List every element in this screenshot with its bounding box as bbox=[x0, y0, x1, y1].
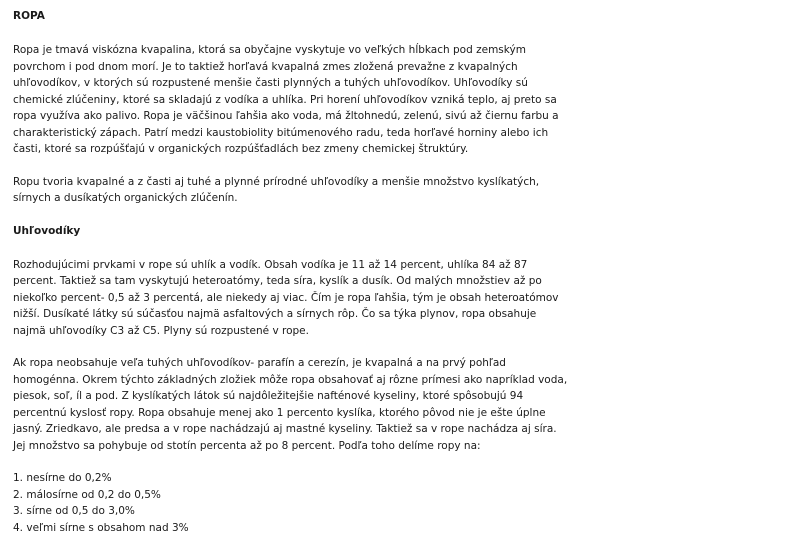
heading-ropa: ROPA bbox=[13, 8, 790, 25]
sulfur-classification-list bbox=[13, 470, 790, 536]
heading-uhlovodiky: Uhľovodíky bbox=[13, 223, 790, 240]
paragraph-uhlovodiky-admixtures: Ak ropa neobsahuje veľa tuhých uhľovodíkov- parafín a cerezín, je kvapalná a na prvý pohľad homogénna. Okrem týchto základných zložiek môže ropa obsahovať aj rôzne prímesi ako napríklad voda, piesok, soľ, íl a pod. Z kyslíkatých látok sú najdôležitejšie nafténové kyseliny, ktoré spôsobujú 94 percentnú kyslosť ropy. Ropa obsahuje menej ako 1 percento kyslíka, ktorého pôvod nie je ešte úplne jasný. Zriedkavo, ale predsa a v rope nachádzajú aj mastné kyseliny. Taktiež sa v rope nachádza aj síra. Jej množstvo sa pohybuje od stotín percenta až po 8 percent. Podľa toho delíme ropy na: bbox=[13, 355, 603, 454]
list-item: 4. veľmi sírne s obsahom nad 3% bbox=[13, 520, 790, 536]
paragraph-ropa-composition: Ropu tvoria kvapalné a z časti aj tuhé a plynné prírodné uhľovodíky a menšie množstvo kyslíkatých, sírnych a dusíkatých organických zlúčenín. bbox=[13, 174, 603, 207]
paragraph-ropa-intro: Ropa je tmavá viskózna kvapalina, ktorá sa obyčajne vyskytuje vo veľkých hĺbkach pod zemským povrchom i pod dnom morí. Je to taktiež horľavá kvapalná zmes zložená prevažne z kvapalných uhľovodíkov, v ktorých sú rozpustené menšie časti plynných a tuhých uhľovodíkov. Uhľovodíky sú chemické zlúčeniny, ktoré sa skladajú z vodíka a uhlíka. Pri horení uhľovodíkov vzniká teplo, aj preto sa ropa využíva ako palivo. Ropa je väčšinou ľahšia ako voda, má žltohnedú, zelenú, sivú až čiernu farbu a charakteristický zápach. Patrí medzi kaustobiolity bitúmenového radu, teda horľavé horniny alebo ich časti, ktoré sa rozpúšťajú v organických rozpúšťadlách bez zmeny chemickej štruktúry. bbox=[13, 42, 603, 158]
list-item: 1. nesírne do 0,2% bbox=[13, 470, 790, 487]
list-item: 3. sírne od 0,5 do 3,0% bbox=[13, 503, 790, 520]
paragraph-uhlovodiky-elements: Rozhodujúcimi prvkami v rope sú uhlík a vodík. Obsah vodíka je 11 až 14 percent, uhlíka 84 až 87 percent. Taktiež sa tam vyskytujú heteroatómy, teda síra, kyslík a dusík. Od malých množstiev až po niekoľko percent- 0,5 až 3 percentá, ale niekedy aj viac. Čím je ropa ľahšia, tým je obsah heteroatómov nižší. Dusíkaté látky sú súčasťou najmä asfaltových a sírnych rôp. Čo sa týka plynov, ropa obsahuje najmä uhľovodíky C3 až C5. Plyny sú rozpustené v rope. bbox=[13, 257, 603, 340]
list-item: 2. málosírne od 0,2 do 0,5% bbox=[13, 487, 790, 504]
